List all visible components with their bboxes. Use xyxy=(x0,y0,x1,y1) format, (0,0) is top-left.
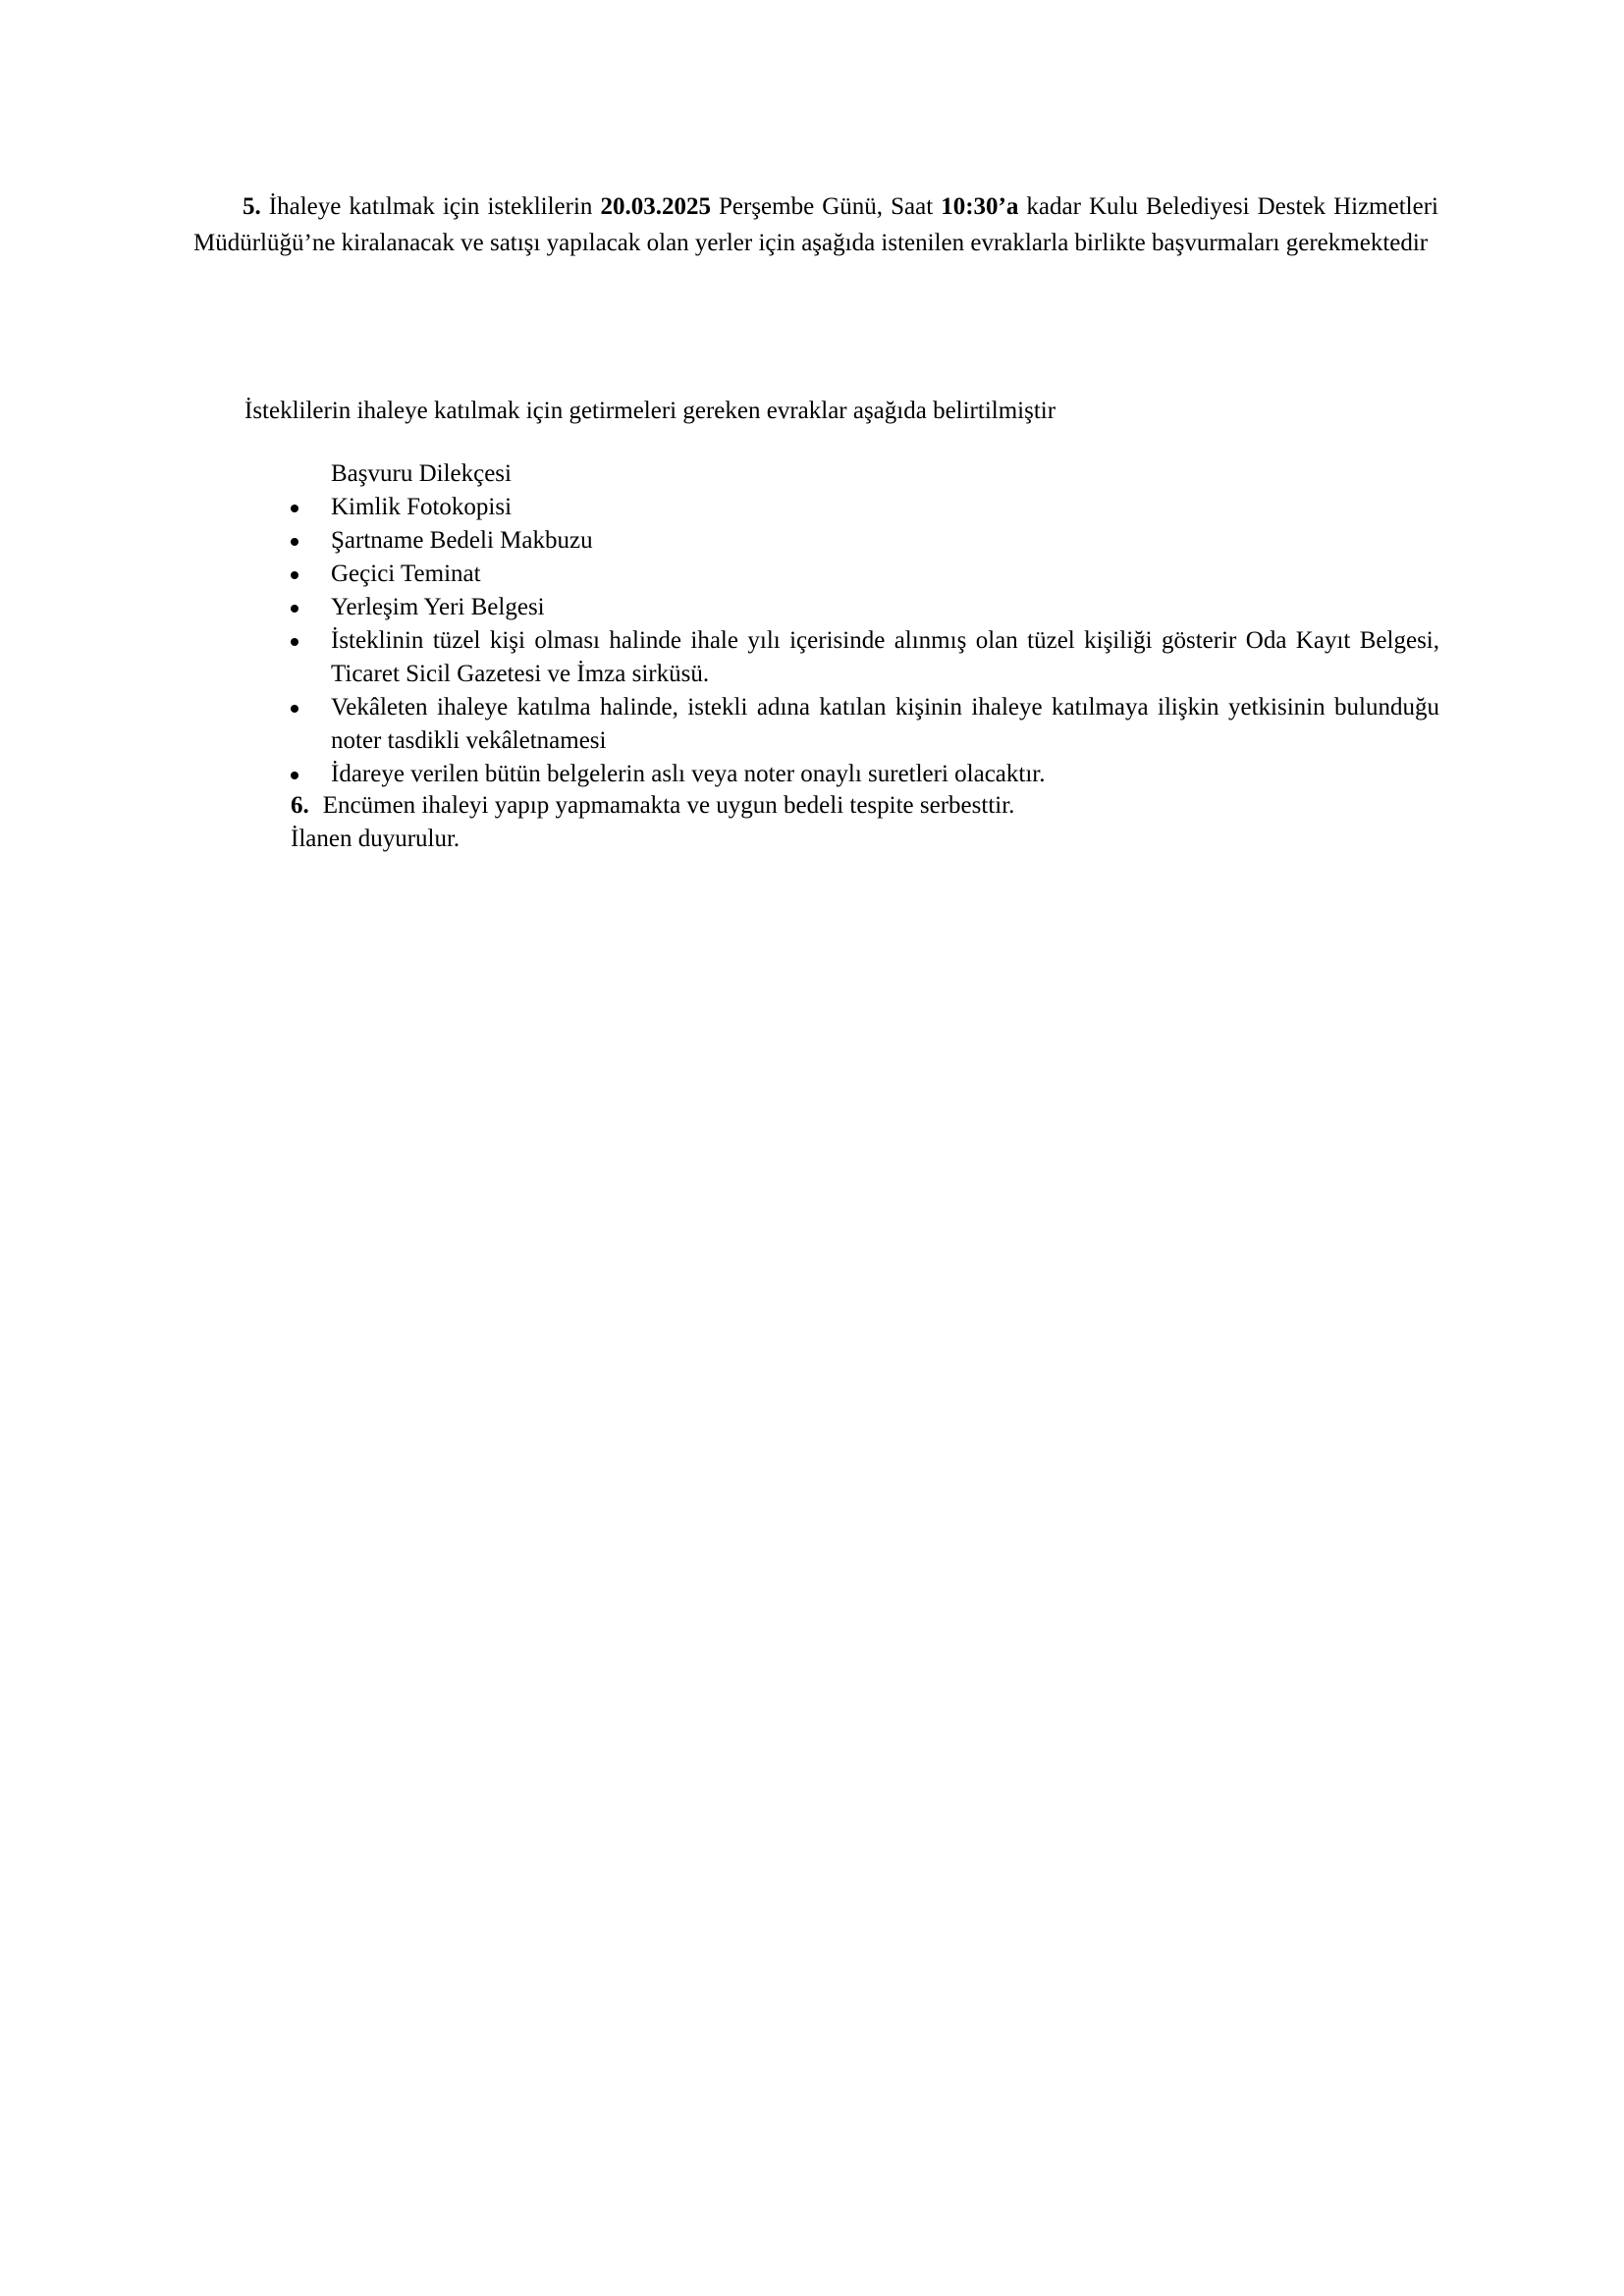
list-item-text: Geçici Teminat xyxy=(331,561,481,587)
required-documents-list xyxy=(291,457,1439,791)
section-5-number: 5. xyxy=(243,193,261,220)
documents-intro: İsteklilerin ihaleye katılmak için getirmeleri gereken evraklar aşağıda belirtilmiştir xyxy=(244,398,1056,424)
list-item xyxy=(291,758,1439,791)
list-item xyxy=(291,457,1439,491)
list-item-text: Başvuru Dilekçesi xyxy=(331,460,512,487)
list-item-text: İdareye verilen bütün belgelerin aslı veya noter onaylı suretleri olacaktır. xyxy=(331,761,1046,787)
section-5-text-c: kadar Kulu Belediyesi Destek Hizmetleri Müdürlüğü’ne kiralanacak ve satışı yapılacak olan yerler için aşağıda istenilen evraklarla birlikte başvurmaları gerekmektedir xyxy=(193,193,1438,256)
section-5-text-b: Perşembe Günü, Saat xyxy=(710,193,942,220)
list-item xyxy=(291,624,1439,691)
list-item-text: Kimlik Fotokopisi xyxy=(331,494,513,520)
list-item-text: İsteklinin tüzel kişi olması halinde ihale yılı içerisinde alınmış olan tüzel kişiliği gösterir Oda Kayıt Belgesi, Ticaret Sicil Gazetesi ve İmza sirküsü. xyxy=(331,627,1439,687)
section-5-paragraph xyxy=(193,188,1438,261)
list-item-text: Yerleşim Yeri Belgesi xyxy=(331,594,545,620)
list-item xyxy=(291,691,1439,758)
section-6-text: Encümen ihaleyi yapıp yapmamakta ve uygun bedeli tespite serbesttir. xyxy=(322,792,1015,819)
bullet-icon xyxy=(291,772,298,779)
deadline-date: 20.03.2025 xyxy=(600,193,711,220)
section-6-paragraph xyxy=(291,789,1014,823)
list-item-text: Vekâleten ihaleye katılma halinde, istekli adına katılan kişinin ihaleye katılmaya ilişkin yetkisinin bulunduğu noter tasdikli vekâletnamesi xyxy=(331,694,1439,754)
list-item xyxy=(291,591,1439,624)
bullet-icon xyxy=(291,638,298,646)
deadline-time: 10:30’a xyxy=(941,193,1019,220)
section-6-number: 6. xyxy=(291,792,309,819)
bullet-icon xyxy=(291,538,298,546)
bullet-icon xyxy=(291,705,298,713)
bullet-icon xyxy=(291,505,298,512)
closing-line: İlanen duyurulur. xyxy=(291,826,460,852)
list-item xyxy=(291,524,1439,558)
list-item xyxy=(291,558,1439,591)
bullet-icon xyxy=(291,605,298,613)
list-item-text: Şartname Bedeli Makbuzu xyxy=(331,527,593,554)
bullet-icon xyxy=(291,571,298,579)
list-item xyxy=(291,491,1439,524)
section-5-text-a: İhaleye katılmak için isteklilerin xyxy=(260,193,601,220)
